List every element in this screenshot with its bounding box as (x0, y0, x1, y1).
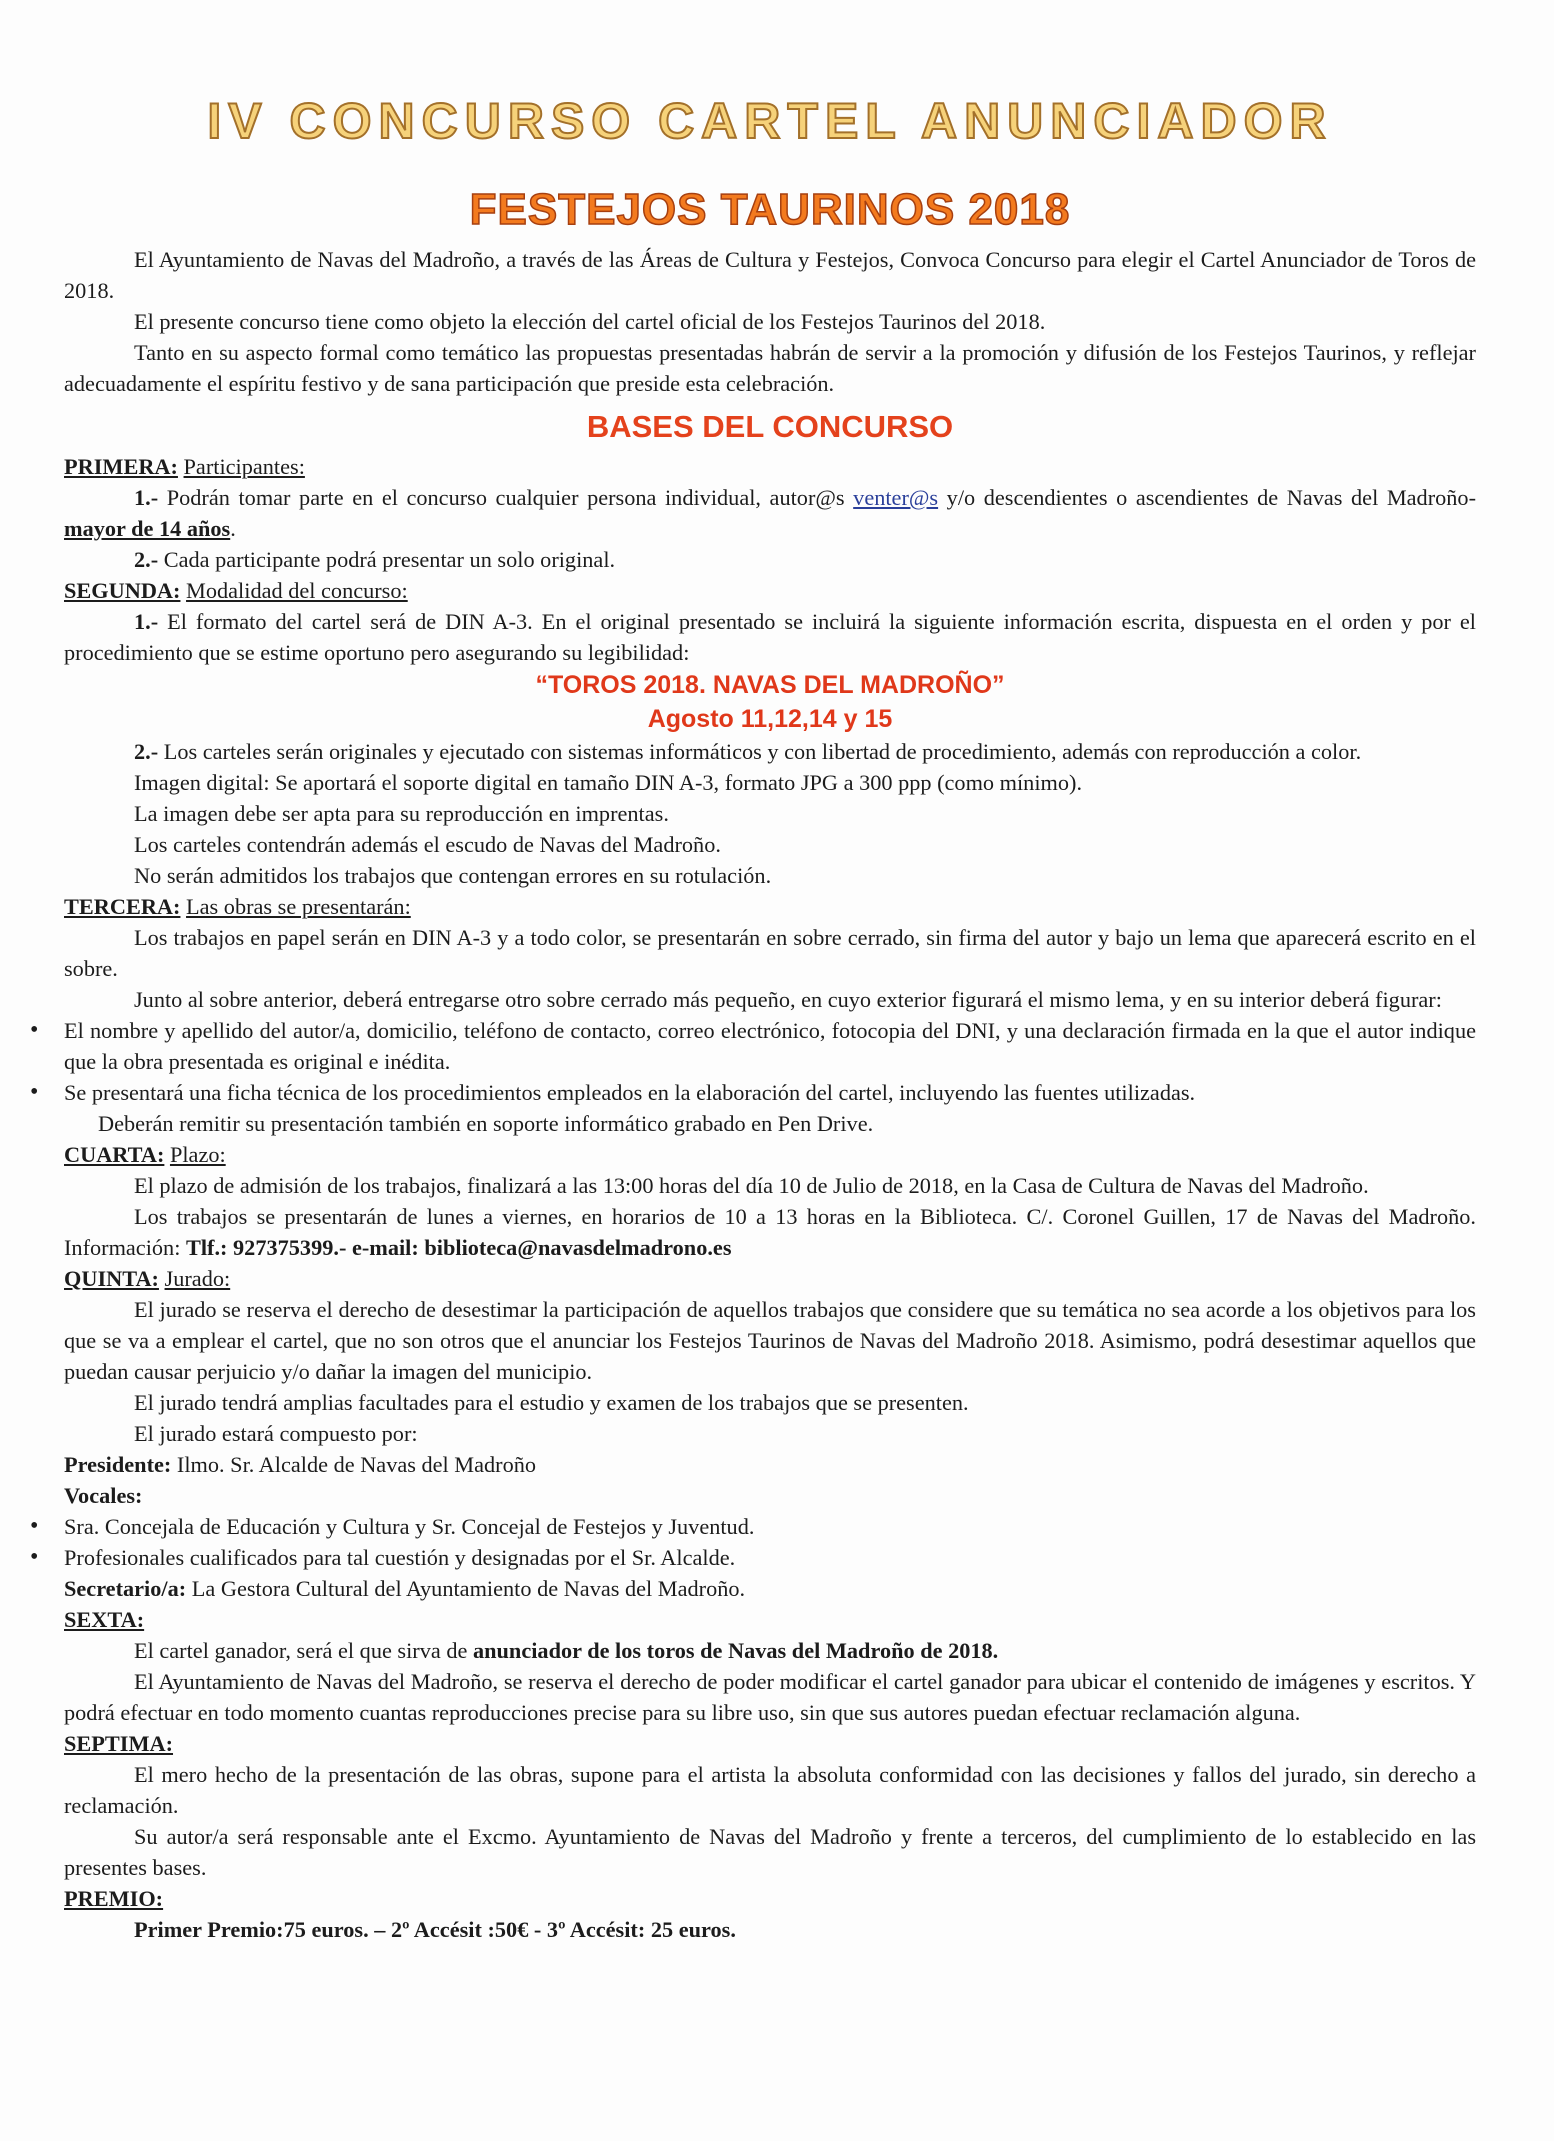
segunda-line-3: Los carteles contendrán además el escudo de Navas del Madroño. (134, 832, 721, 857)
section-label: SEGUNDA: (64, 578, 181, 603)
cuarta-paragraph-1: El plazo de admisión de los trabajos, finalizará a las 13:00 horas del día 10 de Julio de 2018, en la Casa de Cultura de Navas del Madroño. (134, 1173, 1369, 1198)
section-subtitle: Jurado: (164, 1266, 231, 1291)
tercera-paragraph-3: Deberán remitir su presentación también en soporte informático grabado en Pen Drive. (98, 1111, 874, 1136)
septima-paragraph-1: El mero hecho de la presentación de las obras, supone para el artista la absoluta conformidad con las decisiones y fallos del jurado, sin derecho a reclamación. (64, 1762, 1476, 1818)
tercera-paragraph-1: Los trabajos en papel serán en DIN A-3 y a todo color, se presentarán en sobre cerrado, sin firma del autor y bajo un lema que aparecerá escrito en el sobre. (64, 925, 1476, 981)
section-primera-heading (64, 451, 1476, 482)
tercera-paragraph-2: Junto al sobre anterior, deberá entregarse otro sobre cerrado más pequeño, en cuyo exterior figurará el mismo lema, y en su interior deberá figurar: (134, 987, 1442, 1012)
segunda-paragraph-1: 1.- El formato del cartel será de DIN A-3. En el original presentado se incluirá la siguiente información escrita, dispuesta en el orden y por el procedimiento que se estime oportuno pero asegurando su legibilidad: (64, 609, 1476, 665)
section-premio-heading (64, 1883, 1476, 1914)
intro-paragraph-2: El presente concurso tiene como objeto la elección del cartel oficial de los Festejos Taurinos del 2018. (134, 309, 1046, 334)
sexta-paragraph-1: El cartel ganador, será el que sirva de anunciador de los toros de Navas del Madroño de 2018. (134, 1638, 999, 1663)
section-label: CUARTA: (64, 1142, 165, 1167)
section-label: PREMIO: (64, 1886, 164, 1911)
section-subtitle: Las obras se presentarán: (186, 894, 411, 919)
list-item: • El nombre y apellido del autor/a, domicilio, teléfono de contacto, correo electrónico, fotocopia del DNI, y una declaración firmada en la que el autor indique que la obra presentada es original e inédita. (64, 1015, 1476, 1077)
bases-title: BASES DEL CONCURSO (586, 409, 954, 444)
section-label: QUINTA: (64, 1266, 159, 1291)
document-subtitle: FESTEJOS TAURINOS 2018 (469, 185, 1071, 234)
septima-paragraph-2: Su autor/a será responsable ante el Excmo. Ayuntamiento de Navas del Madroño y frente a terceros, del cumplimiento de lo establecido en las presentes bases. (64, 1824, 1476, 1880)
segunda-line-4: No serán admitidos los trabajos que contengan errores en su rotulación. (134, 863, 772, 888)
section-segunda-heading (64, 575, 1476, 606)
intro-paragraph-1: El Ayuntamiento de Navas del Madroño, a través de las Áreas de Cultura y Festejos, Convoca Concurso para elegir el Cartel Anunciador de Toros de 2018. (64, 247, 1476, 303)
primera-paragraph-1: 1.- Podrán tomar parte en el concurso cualquier persona individual, autor@s venter@s y/o descendientes o ascendientes de Navas del Madroño- mayor de 14 años. (64, 485, 1477, 541)
section-label: SEPTIMA: (64, 1731, 174, 1756)
section-tercera-heading (64, 891, 1476, 922)
cuarta-paragraph-2: Los trabajos se presentarán de lunes a viernes, en horarios de 10 a 13 horas en la Biblioteca. C/. Coronel Guillen, 17 de Navas del Madroño. Información: Tlf.: 927375399.- e-mail: biblioteca@navasdelmadrono.es (64, 1204, 1476, 1260)
segunda-paragraph-2: 2.- Los carteles serán originales y ejecutado con sistemas informáticos y con libertad de procedimiento, además con reproducción a color. (134, 739, 1362, 764)
secretario-line: Secretario/a: La Gestora Cultural del Ayuntamiento de Navas del Madroño. (64, 1576, 746, 1601)
venters-link[interactable]: venter@s (853, 485, 939, 510)
contact-info: Tlf.: 927375399.- e-mail: biblioteca@navasdelmadrono.es (185, 1235, 732, 1260)
document-page (64, 90, 1476, 1945)
list-item: • Sra. Concejala de Educación y Cultura y Sr. Concejal de Festejos y Juventud. (64, 1511, 1476, 1542)
tercera-bullet-list (64, 1015, 1476, 1108)
section-septima-heading (64, 1728, 1476, 1759)
quinta-paragraph-3: El jurado estará compuesto por: (134, 1421, 418, 1446)
vocales-label: Vocales: (64, 1483, 143, 1508)
list-item: • Se presentará una ficha técnica de los procedimientos empleados en la elaboración del cartel, incluyendo las fuentes utilizadas. (64, 1077, 1476, 1108)
segunda-line-1: Imagen digital: Se aportará el soporte digital en tamaño DIN A-3, formato JPG a 300 ppp (como mínimo). (134, 770, 1083, 795)
sexta-paragraph-2: El Ayuntamiento de Navas del Madroño, se reserva el derecho de poder modificar el cartel ganador para ubicar el contenido de imágenes y escritos. Y podrá efectuar en todo momento cuantas reproducciones precise para su libre uso, sin que sus autores puedan efectuar reclamación alguna. (64, 1669, 1476, 1725)
section-label: PRIMERA: (64, 454, 178, 479)
highlight-toros: “TOROS 2018. NAVAS DEL MADROÑO” (535, 671, 1005, 699)
document-title: IV CONCURSO CARTEL ANUNCIADOR (207, 93, 1333, 149)
list-item: • Profesionales cualificados para tal cuestión y designadas por el Sr. Alcalde. (64, 1542, 1476, 1573)
section-cuarta-heading (64, 1139, 1476, 1170)
segunda-line-2: La imagen debe ser apta para su reproducción en imprentas. (134, 801, 669, 826)
section-label: SEXTA: (64, 1607, 145, 1632)
section-subtitle: Modalidad del concurso: (186, 578, 408, 603)
section-quinta-heading (64, 1263, 1476, 1294)
section-label: TERCERA: (64, 894, 181, 919)
section-sexta-heading (64, 1604, 1476, 1635)
primera-paragraph-2: 2.- Cada participante podrá presentar un solo original. (134, 547, 616, 572)
quinta-paragraph-2: El jurado tendrá amplias facultades para el estudio y examen de los trabajos que se presenten. (134, 1390, 969, 1415)
intro-paragraph-3: Tanto en su aspecto formal como temático las propuestas presentadas habrán de servir a la promoción y difusión de los Festejos Taurinos, y reflejar adecuadamente el espíritu festivo y de sana participación que preside esta celebración. (64, 340, 1476, 396)
premio-text: Primer Premio:75 euros. – 2º Accésit :50€ - 3º Accésit: 25 euros. (134, 1917, 736, 1942)
highlight-dates: Agosto 11,12,14 y 15 (647, 705, 893, 733)
section-subtitle: Participantes: (183, 454, 305, 479)
section-subtitle: Plazo: (169, 1142, 226, 1167)
vocales-list (64, 1511, 1476, 1573)
presidente-line: Presidente: Ilmo. Sr. Alcalde de Navas del Madroño (64, 1452, 537, 1477)
quinta-paragraph-1: El jurado se reserva el derecho de desestimar la participación de aquellos trabajos que considere que su temática no sea acorde a los objetivos para los que se va a emplear el cartel, que no son otros que el anunciar los Festejos Taurinos de Navas del Madroño 2018. Asimismo, podrá desestimar aquellos que puedan causar perjuicio y/o dañar la imagen del municipio. (64, 1297, 1476, 1384)
